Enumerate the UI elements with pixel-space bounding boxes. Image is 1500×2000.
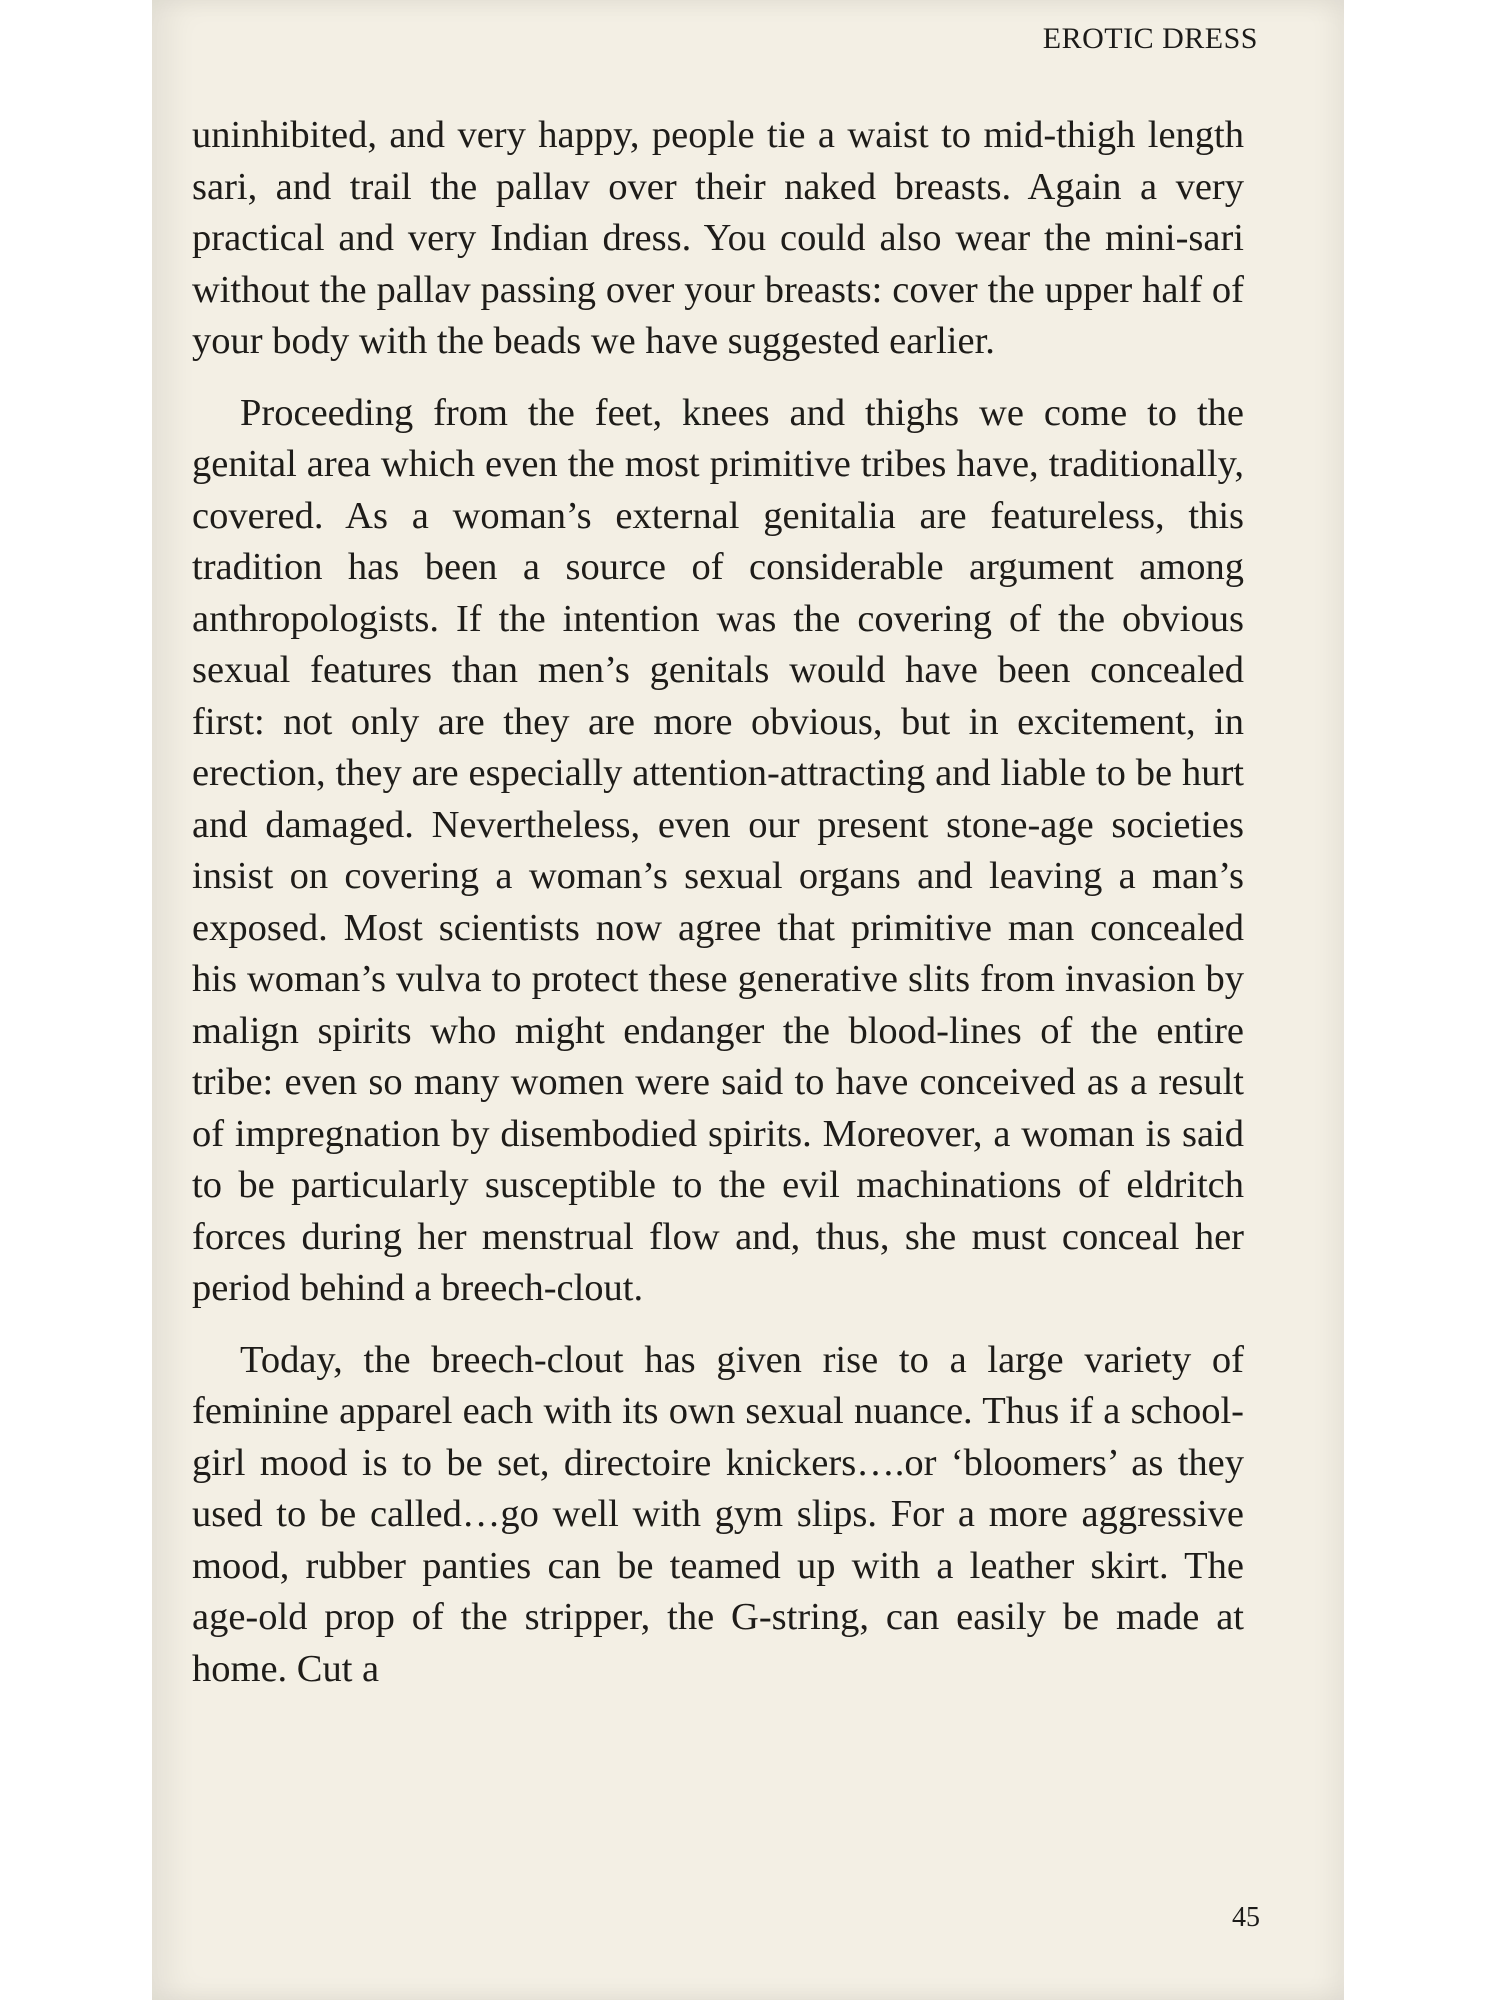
page-number: 45	[1232, 1902, 1260, 1933]
body-text	[192, 110, 1244, 1695]
book-page	[152, 0, 1344, 2000]
running-head: EROTIC DRESS	[1042, 22, 1258, 55]
paragraph-genital-area: Proceeding from the feet, knees and thighs we come to the genital area which even the most primitive tribes have, traditionally, covered. As a woman’s external genitalia are featureless, this tradition has been a source of considerable argument among anthropologists. If the intention was the covering of the obvious sexual features than men’s genitals would have been concealed first: not only are they are more obvious, but in excitement, in erection, they are especially attention-attracting and liable to be hurt and damaged. Nevertheless, even our present stone-age societies insist on covering a woman’s sexual organs and leaving a man’s exposed. Most scientists now agree that primitive man concealed his woman’s vulva to protect these generative slits from invasion by malign spirits who might endanger the blood-lines of the entire tribe: even so many women were said to have conceived as a result of impregnation by disembodied spirits. Moreover, a woman is said to be particularly susceptible to the evil machinations of eldritch forces during her menstrual flow and, thus, she must conceal her period behind a breech-clout.	[192, 391, 1244, 1309]
paragraph-continued: uninhibited, and very happy, people tie a waist to mid-thigh length sari, and trail the pallav over their naked breasts. Again a very practical and very Indian dress. You could also wear the mini-sari without the pallav passing over your breasts: cover the upper half of your body with the beads we have suggested earlier.	[192, 114, 1244, 362]
paragraph-breech-clout: Today, the breech-clout has given rise to a large variety of feminine apparel each with its own sexual nuance. Thus if a school-girl mood is to be set, directoire knickers….or ‘bloomers’ as they used to be called…go well with gym slips. For a more aggressive mood, rubber panties can be teamed up with a leather skirt. The age-old prop of the stripper, the G-string, can easily be made at home. Cut a	[192, 1338, 1244, 1690]
